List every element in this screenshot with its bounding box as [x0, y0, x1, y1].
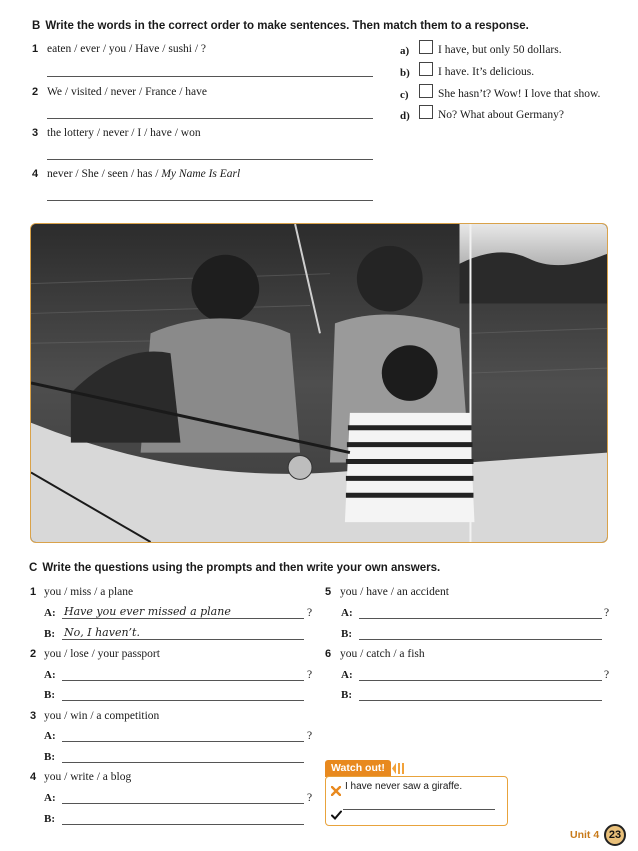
response-c-text: She hasn’t? Wow! I love that show. — [438, 88, 601, 100]
watch-out-tab: Watch out! — [325, 760, 391, 777]
response-a-letter: a) — [400, 45, 410, 57]
section-b-instruction: Write the words in the correct order to make sentences. Then match them to a response. — [45, 20, 529, 32]
watch-out-bars-icon — [390, 761, 408, 776]
response-c-checkbox[interactable] — [419, 84, 433, 98]
unit-label: Unit 4 — [570, 829, 600, 841]
page-number: 23 — [604, 824, 626, 846]
section-b-letter: B — [32, 20, 41, 32]
c-item-6-line-b[interactable] — [359, 700, 602, 701]
c-item-5-number: 5 — [325, 586, 332, 598]
b-item-2-answer-line[interactable] — [47, 118, 373, 119]
c-item-4-line-a[interactable] — [62, 803, 304, 804]
c-item-6-prompt: you / catch / a fish — [340, 648, 425, 660]
c-item-3-label-b: B: — [44, 751, 55, 763]
response-a-text: I have, but only 50 dollars. — [438, 44, 562, 56]
section-c-instruction: Write the questions using the prompts and then write your own answers. — [42, 562, 441, 574]
c-item-1-line-a[interactable] — [62, 618, 304, 619]
b-item-4-prompt-title: My Name Is Earl — [161, 168, 241, 180]
c-item-5-qmark: ? — [604, 607, 610, 619]
c-item-1-label-b: B: — [44, 628, 55, 640]
c-item-1-answer-a[interactable]: Have you ever missed a plane — [64, 605, 231, 618]
response-b-letter: b) — [400, 67, 410, 79]
b-item-4-answer-line[interactable] — [47, 200, 373, 201]
b-item-2-number: 2 — [32, 86, 39, 98]
c-item-2-label-a: A: — [44, 669, 56, 681]
c-item-4-line-b[interactable] — [62, 824, 304, 825]
b-item-1-prompt: eaten / ever / you / Have / sushi / ? — [47, 43, 207, 55]
c-item-6-line-a[interactable] — [359, 680, 602, 681]
section-b-heading — [32, 20, 529, 32]
c-item-3-line-a[interactable] — [62, 741, 304, 742]
fishing-family-photo — [30, 223, 608, 543]
c-item-6-number: 6 — [325, 648, 332, 660]
c-item-3-line-b[interactable] — [62, 762, 304, 763]
c-item-4-number: 4 — [30, 771, 37, 783]
c-item-1-answer-b[interactable]: No, I haven’t. — [64, 626, 140, 639]
c-item-3-prompt: you / win / a competition — [44, 710, 160, 722]
c-item-2-line-a[interactable] — [62, 680, 304, 681]
checkmark-icon — [331, 805, 342, 815]
b-item-4-prompt-words: never / She / seen / has / — [47, 168, 162, 180]
c-item-4-prompt: you / write / a blog — [44, 771, 132, 783]
b-item-4-prompt — [47, 168, 240, 180]
response-a-checkbox[interactable] — [419, 40, 433, 54]
response-d-text: No? What about Germany? — [438, 109, 564, 121]
section-c-letter: C — [29, 562, 38, 574]
watch-out-box — [325, 776, 508, 826]
c-item-2-qmark: ? — [307, 669, 313, 681]
c-item-2-prompt: you / lose / your passport — [44, 648, 160, 660]
c-item-3-qmark: ? — [307, 730, 313, 742]
c-item-1-qmark: ? — [307, 607, 313, 619]
c-item-5-label-a: A: — [341, 607, 353, 619]
b-item-3-answer-line[interactable] — [47, 159, 373, 160]
b-item-4-number: 4 — [32, 168, 39, 180]
c-item-4-label-b: B: — [44, 813, 55, 825]
c-item-1-line-b[interactable] — [62, 639, 304, 640]
photo-illustration — [31, 224, 607, 542]
c-item-4-qmark: ? — [307, 792, 313, 804]
c-item-2-label-b: B: — [44, 689, 55, 701]
c-item-1-prompt: you / miss / a plane — [44, 586, 134, 598]
c-item-6-label-b: B: — [341, 689, 352, 701]
watch-out-wrong-example: I have never saw a giraffe. — [345, 781, 463, 792]
c-item-4-label-a: A: — [44, 792, 56, 804]
b-item-3-number: 3 — [32, 127, 39, 139]
c-item-1-number: 1 — [30, 586, 37, 598]
b-item-1-answer-line[interactable] — [47, 76, 373, 77]
c-item-2-number: 2 — [30, 648, 37, 660]
c-item-3-number: 3 — [30, 710, 37, 722]
c-item-5-prompt: you / have / an accident — [340, 586, 449, 598]
section-c-heading — [29, 562, 440, 574]
cross-icon — [331, 781, 341, 791]
c-item-5-line-b[interactable] — [359, 639, 602, 640]
c-item-6-qmark: ? — [604, 669, 610, 681]
watch-out-correct-line[interactable] — [343, 809, 495, 810]
response-b-text: I have. It’s delicious. — [438, 66, 535, 78]
c-item-6-label-a: A: — [341, 669, 353, 681]
response-d-letter: d) — [400, 110, 410, 122]
c-item-1-label-a: A: — [44, 607, 56, 619]
response-d-checkbox[interactable] — [419, 105, 433, 119]
b-item-1-number: 1 — [32, 43, 39, 55]
b-item-2-prompt: We / visited / never / France / have — [47, 86, 208, 98]
c-item-5-label-b: B: — [341, 628, 352, 640]
response-b-checkbox[interactable] — [419, 62, 433, 76]
response-c-letter: c) — [400, 89, 409, 101]
c-item-5-line-a[interactable] — [359, 618, 602, 619]
c-item-2-line-b[interactable] — [62, 700, 304, 701]
c-item-3-label-a: A: — [44, 730, 56, 742]
b-item-3-prompt: the lottery / never / I / have / won — [47, 127, 201, 139]
